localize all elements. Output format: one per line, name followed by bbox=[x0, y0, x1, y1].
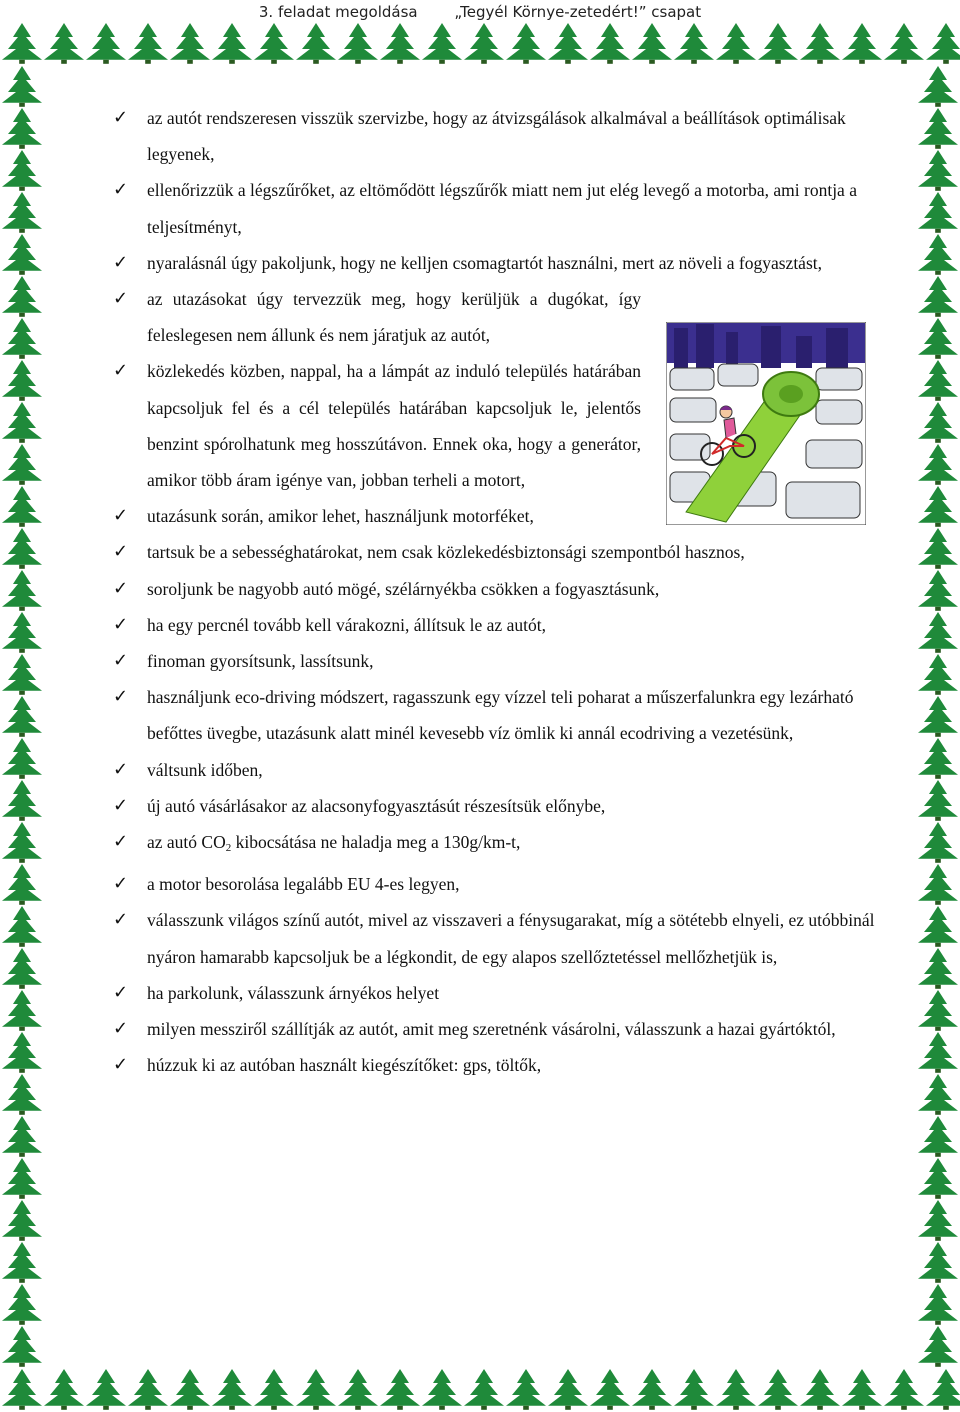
tree-icon bbox=[2, 528, 42, 569]
list-item: ✓ nyaralásnál úgy pakoljunk, hogy ne kelljen csomagtartót használni, mert az növeli a fogyasztást, bbox=[113, 245, 883, 281]
list-item: ✓ húzzuk ki az autóban használt kiegészítőket: gps, töltők, bbox=[113, 1047, 883, 1083]
tree-icon bbox=[918, 108, 958, 149]
tree-icon bbox=[170, 1369, 210, 1410]
tree-icon bbox=[918, 1200, 958, 1241]
tree-icon bbox=[464, 23, 504, 64]
tree-icon bbox=[338, 1369, 378, 1410]
tree-icon bbox=[2, 192, 42, 233]
tree-icon bbox=[918, 990, 958, 1031]
tree-icon bbox=[918, 318, 958, 359]
tree-icon bbox=[2, 570, 42, 611]
tree-icon bbox=[170, 23, 210, 64]
list-item: ✓ ha parkolunk, válasszunk árnyékos helyet bbox=[113, 975, 883, 1011]
tree-icon bbox=[842, 1369, 882, 1410]
tree-icon bbox=[2, 738, 42, 779]
tree-icon bbox=[918, 906, 958, 947]
list-item: ✓ utazásunk során, amikor lehet, használjunk motorféket, bbox=[113, 498, 883, 534]
tree-icon bbox=[380, 1369, 420, 1410]
tree-icon bbox=[918, 528, 958, 569]
tree-icon bbox=[296, 23, 336, 64]
tree-icon bbox=[212, 1369, 252, 1410]
check-icon: ✓ bbox=[113, 1054, 129, 1076]
tree-icon bbox=[918, 1116, 958, 1157]
tree-icon bbox=[800, 23, 840, 64]
check-icon: ✓ bbox=[113, 909, 129, 931]
check-icon: ✓ bbox=[113, 288, 129, 310]
list-item: ✓ az autó $CO_2$ kibocsátása ne haladja meg a 130g/km-t, bbox=[113, 824, 883, 866]
tree-icon bbox=[758, 23, 798, 64]
tree-icon bbox=[44, 1369, 84, 1410]
tree-icon bbox=[422, 23, 462, 64]
tree-icon bbox=[918, 234, 958, 275]
tree-icon bbox=[422, 1369, 462, 1410]
tree-icon bbox=[2, 66, 42, 107]
tree-icon bbox=[918, 150, 958, 191]
tree-icon bbox=[918, 66, 958, 107]
list-item: ✓ válasszunk világos színű autót, mivel az visszaveri a fénysugarakat, míg a sötétebb elnyeli, ez utóbbinál nyáron hamarabb kapcsoljuk be a légkondit, de egy alapos szellőztetéssel mellőzhetjük is, bbox=[113, 902, 883, 974]
tree-icon bbox=[296, 1369, 336, 1410]
list-item: ✓ az utazásokat úgy tervezzük meg, hogy kerüljük a dugókat, így feleslegesen nem állunk és nem járatjuk az autót, bbox=[113, 281, 641, 353]
tree-icon bbox=[2, 906, 42, 947]
tree-icon bbox=[2, 1074, 42, 1115]
list-item: ✓ finoman gyorsítsunk, lassítsunk, bbox=[113, 643, 883, 679]
check-icon: ✓ bbox=[113, 758, 129, 780]
tree-icon bbox=[86, 1369, 126, 1410]
tree-icon bbox=[590, 1369, 630, 1410]
tree-icon bbox=[2, 612, 42, 653]
tree-icon bbox=[2, 696, 42, 737]
tree-icon bbox=[2, 276, 42, 317]
check-icon: ✓ bbox=[113, 650, 129, 672]
tree-icon bbox=[918, 738, 958, 779]
tree-icon bbox=[2, 444, 42, 485]
tree-icon bbox=[2, 1032, 42, 1073]
tree-icon bbox=[2, 360, 42, 401]
tree-icon bbox=[918, 654, 958, 695]
list-item: ✓ tartsuk be a sebességhatárokat, nem csak közlekedésbiztonsági szempontból hasznos, bbox=[113, 534, 883, 570]
header-right: „Tegyél Környe-zetedért!” csapat bbox=[454, 3, 702, 21]
tree-icon bbox=[44, 23, 84, 64]
tree-icon bbox=[918, 1158, 958, 1199]
tree-icon bbox=[918, 864, 958, 905]
tree-border-bottom bbox=[0, 1366, 960, 1412]
check-icon: ✓ bbox=[113, 505, 129, 527]
tree-icon bbox=[918, 444, 958, 485]
tree-icon bbox=[548, 1369, 588, 1410]
tree-icon bbox=[918, 1074, 958, 1115]
tree-border-left bbox=[0, 20, 44, 1412]
check-icon: ✓ bbox=[113, 794, 129, 816]
tree-icon bbox=[506, 1369, 546, 1410]
check-icon: ✓ bbox=[113, 541, 129, 563]
tree-border-right bbox=[916, 20, 960, 1412]
check-icon: ✓ bbox=[113, 613, 129, 635]
tree-icon bbox=[918, 1284, 958, 1325]
tree-icon bbox=[2, 990, 42, 1031]
check-icon: ✓ bbox=[113, 251, 129, 273]
tree-icon bbox=[918, 486, 958, 527]
list-item: ✓ a motor besorolása legalább EU 4-es legyen, bbox=[113, 866, 883, 902]
tree-icon bbox=[632, 23, 672, 64]
list-item: ✓ az autót rendszeresen visszük szervizbe, hogy az átvizsgálások alkalmával a beállítások optimálisak legyenek, bbox=[113, 100, 883, 172]
tree-icon bbox=[918, 696, 958, 737]
tree-icon bbox=[212, 23, 252, 64]
list-item: ✓ ellenőrizzük a légszűrőket, az eltömődött légszűrők miatt nem jut elég levegő a motorba, ami rontja a teljesítményt, bbox=[113, 172, 883, 244]
tree-icon bbox=[758, 1369, 798, 1410]
tree-icon bbox=[2, 1200, 42, 1241]
tree-icon bbox=[2, 234, 42, 275]
tree-icon bbox=[918, 1242, 958, 1283]
tree-icon bbox=[918, 1326, 958, 1367]
check-icon: ✓ bbox=[113, 107, 129, 128]
tree-icon bbox=[2, 402, 42, 443]
tree-icon bbox=[918, 948, 958, 989]
tree-icon bbox=[590, 23, 630, 64]
tree-icon bbox=[2, 780, 42, 821]
tree-icon bbox=[918, 822, 958, 863]
tree-icon bbox=[918, 360, 958, 401]
tree-icon bbox=[918, 780, 958, 821]
check-icon: ✓ bbox=[113, 360, 129, 382]
tree-icon bbox=[254, 1369, 294, 1410]
list-item: ✓ váltsunk időben, bbox=[113, 752, 883, 788]
tree-icon bbox=[800, 1369, 840, 1410]
tree-icon bbox=[380, 23, 420, 64]
list-item: ✓ soroljunk be nagyobb autó mögé, szélárnyékba csökken a fogyasztásunk, bbox=[113, 571, 883, 607]
tree-icon bbox=[2, 108, 42, 149]
tree-icon bbox=[2, 654, 42, 695]
tree-icon bbox=[674, 1369, 714, 1410]
tree-icon bbox=[716, 23, 756, 64]
list-item: ✓ milyen messziről szállítják az autót, amit meg szeretnénk vásárolni, válasszunk a hazai gyártóktól, bbox=[113, 1011, 883, 1047]
tree-icon bbox=[2, 1158, 42, 1199]
check-icon: ✓ bbox=[113, 873, 129, 895]
tree-icon bbox=[2, 150, 42, 191]
tree-icon bbox=[918, 1032, 958, 1073]
tree-icon bbox=[918, 192, 958, 233]
tree-icon bbox=[464, 1369, 504, 1410]
tree-icon bbox=[632, 1369, 672, 1410]
tree-icon bbox=[716, 1369, 756, 1410]
tips-list bbox=[113, 100, 883, 1083]
tree-icon bbox=[2, 1326, 42, 1367]
tree-icon bbox=[918, 402, 958, 443]
tree-icon bbox=[842, 23, 882, 64]
tree-icon bbox=[548, 23, 588, 64]
tree-icon bbox=[86, 23, 126, 64]
tree-icon bbox=[2, 318, 42, 359]
check-icon: ✓ bbox=[113, 686, 129, 708]
tree-icon bbox=[2, 1116, 42, 1157]
check-icon: ✓ bbox=[113, 831, 129, 853]
tree-icon bbox=[2, 486, 42, 527]
tree-icon bbox=[2, 864, 42, 905]
list-item: ✓ használjunk eco-driving módszert, ragasszunk egy vízzel teli poharat a műszerfalunkra egy lezárható befőttes üvegbe, utazásunk alatt minél kevesebb víz ömlik ki annál ecodriving a vezetésünk, bbox=[113, 679, 883, 751]
tree-icon bbox=[2, 1284, 42, 1325]
tree-icon bbox=[506, 23, 546, 64]
check-icon: ✓ bbox=[113, 1018, 129, 1040]
tree-icon bbox=[2, 822, 42, 863]
tree-icon bbox=[128, 23, 168, 64]
tree-icon bbox=[918, 570, 958, 611]
check-icon: ✓ bbox=[113, 981, 129, 1003]
tree-icon bbox=[918, 276, 958, 317]
check-icon: ✓ bbox=[113, 179, 129, 201]
tree-icon bbox=[128, 1369, 168, 1410]
tree-icon bbox=[918, 612, 958, 653]
tree-icon bbox=[674, 23, 714, 64]
check-icon: ✓ bbox=[113, 577, 129, 599]
tree-icon bbox=[2, 1242, 42, 1283]
tree-icon bbox=[2, 948, 42, 989]
tree-border-top bbox=[0, 20, 960, 66]
header-left: 3. feladat megoldása bbox=[258, 3, 418, 21]
list-item: ✓ közlekedés közben, nappal, ha a lámpát az induló település határában kapcsoljuk fel és a cél település határában kapcsoljuk le, jelentős benzint spórolhatunk meg hosszútávon. Ennek oka, hogy a generátor, amikor több áram igénye van, jobban terheli a motort, bbox=[113, 353, 641, 498]
list-item: ✓ új autó vásárlásakor az alacsonyfogyasztásút részesítsük előnybe, bbox=[113, 788, 883, 824]
list-item: ✓ ha egy percnél tovább kell várakozni, állítsuk le az autót, bbox=[113, 607, 883, 643]
tree-icon bbox=[338, 23, 378, 64]
tree-icon bbox=[254, 23, 294, 64]
